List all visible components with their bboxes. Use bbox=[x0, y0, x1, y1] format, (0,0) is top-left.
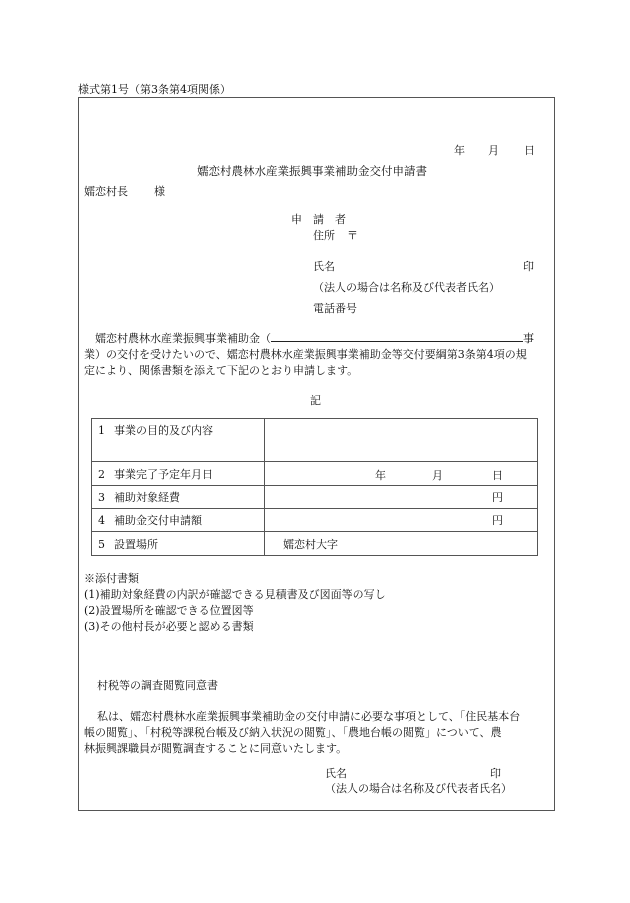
body-line-1-start: 嬬恋村農林水産業振興事業補助金（ bbox=[95, 332, 271, 345]
attachments-heading: ※添付書類 bbox=[84, 572, 139, 585]
applicant-heading: 申 請 者 bbox=[291, 213, 346, 226]
attachment-item: (3)その他村長が必要と認める書類 bbox=[84, 620, 254, 633]
row-3-value: 円 bbox=[265, 486, 538, 509]
consent-name-label: 氏名 bbox=[325, 767, 347, 780]
consent-line-1: 私は、嬬恋村農林水産業振興事業補助金の交付申請に必要な事項として、「住民基本台 bbox=[97, 710, 521, 723]
table-row bbox=[92, 486, 538, 509]
items-table bbox=[91, 418, 538, 556]
corporate-note: （法人の場合は名称及び代表者氏名） bbox=[313, 281, 500, 294]
completion-year: 年 bbox=[375, 469, 386, 482]
row-3-label: 3 補助対象経費 bbox=[92, 486, 265, 509]
address-label: 住所 bbox=[313, 229, 335, 242]
consent-seal: 印 bbox=[490, 767, 501, 780]
form-label: 様式第1号（第3条第4項関係） bbox=[78, 83, 231, 96]
consent-line-2: 帳の閲覧」、「村税等課税台帳及び納入状況の閲覧」、「農地台帳の閲覧」について、農 bbox=[84, 726, 502, 739]
completion-month: 月 bbox=[432, 469, 443, 482]
phone-label: 電話番号 bbox=[313, 302, 357, 315]
table-row bbox=[92, 532, 538, 556]
body-line-2: 業）の交付を受けたいので、嬬恋村農林水産業振興事業補助金等交付要綱第3条第4項の規 bbox=[84, 348, 527, 361]
attachment-item: (2)設置場所を確認できる位置図等 bbox=[84, 604, 254, 617]
consent-line-3: 林振興課職員が閲覧調査することに同意いたします。 bbox=[84, 742, 348, 755]
body-line-1 bbox=[95, 332, 534, 344]
table-row bbox=[92, 462, 538, 486]
consent-corporate-note: （法人の場合は名称及び代表者氏名） bbox=[325, 782, 512, 795]
project-name-blank bbox=[271, 332, 523, 342]
consent-title: 村税等の調査閲覧同意書 bbox=[97, 679, 218, 692]
row-4-value: 円 bbox=[265, 509, 538, 532]
body-line-3: 定により、関係書類を添えて下記のとおり申請します。 bbox=[84, 364, 359, 377]
row-1-label: 1 事業の目的及び内容 bbox=[92, 419, 265, 462]
date-month: 月 bbox=[488, 144, 499, 157]
addressee-honorific: 様 bbox=[154, 185, 165, 198]
table-row bbox=[92, 419, 538, 462]
attachment-item: (1)補助対象経費の内訳が確認できる見積書及び図面等の写し bbox=[84, 588, 386, 601]
row-5-value: 嬬恋村大字 bbox=[265, 532, 538, 556]
row-2-value bbox=[265, 462, 538, 486]
postal-mark: 〒 bbox=[347, 229, 358, 242]
body-line-1-end: 事 bbox=[523, 332, 534, 345]
date-day: 日 bbox=[524, 144, 535, 157]
name-label: 氏名 bbox=[313, 260, 335, 273]
seal-mark: 印 bbox=[523, 260, 534, 273]
table-row bbox=[92, 509, 538, 532]
addressee-name: 嬬恋村長 bbox=[84, 185, 128, 198]
document-title: 嬬恋村農林水産業振興事業補助金交付申請書 bbox=[197, 164, 427, 178]
row-1-value bbox=[265, 419, 538, 462]
row-2-label: 2 事業完了予定年月日 bbox=[92, 462, 265, 486]
ki-heading: 記 bbox=[310, 394, 321, 407]
row-5-label: 5 設置場所 bbox=[92, 532, 265, 556]
completion-day: 日 bbox=[492, 469, 503, 482]
date-year: 年 bbox=[454, 144, 465, 157]
row-4-label: 4 補助金交付申請額 bbox=[92, 509, 265, 532]
